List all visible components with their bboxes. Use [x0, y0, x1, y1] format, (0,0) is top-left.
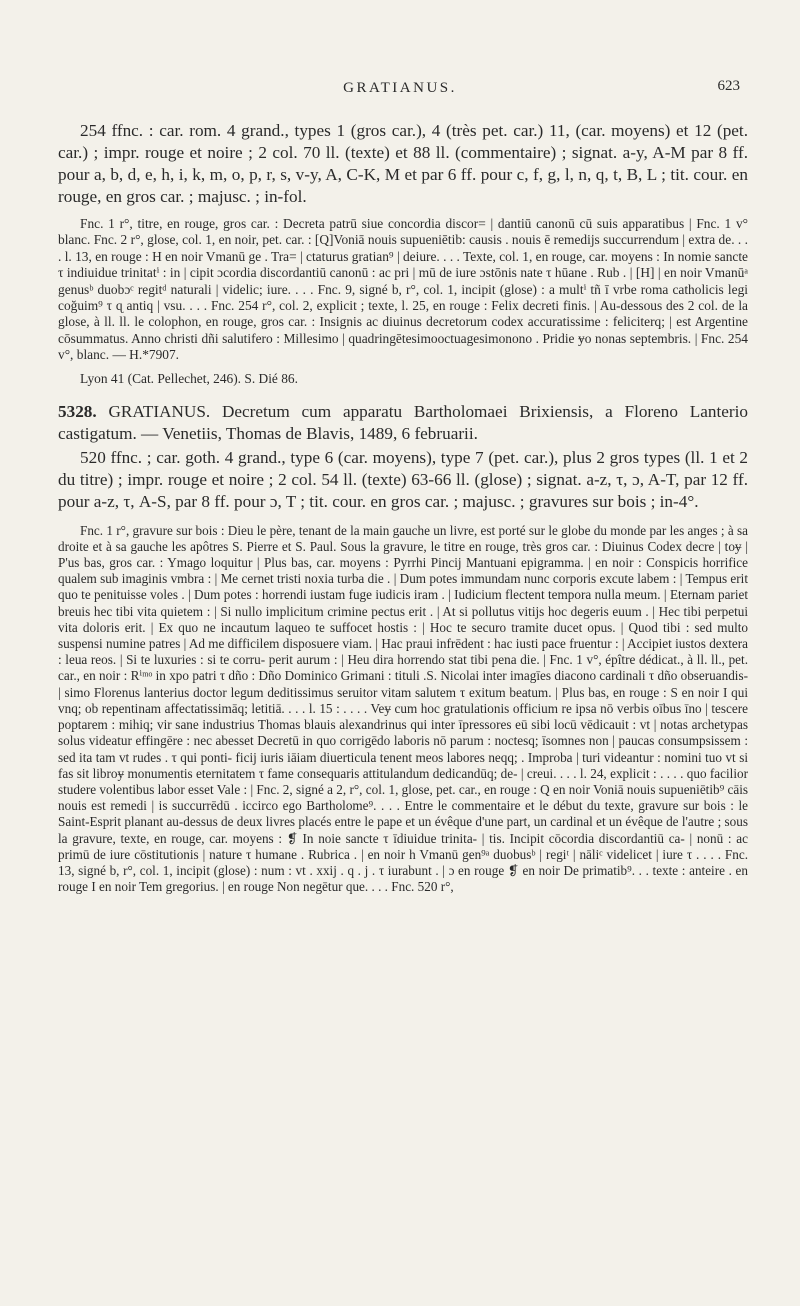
entry-5328-notes: Fnc. 1 r°, gravure sur bois : Dieu le père, tenant de la main gauche un livre, est porté sur le globe du monde par les anges ; à sa droite et à sa gauche les apôtres S. Pierre et S. Paul. Sous la gravure, le titre en rouge, très gros car. : Diuinus Codex decre | toɏ | P'us bas, gros car. : Ymago loquitur | Plus bas, car. moyens : Pyrrhi Pincij Mantuani epigramma. | en noir : Conspicis horrifice qualem sub imaginis vmbra : | Me cernet tristi noxia turba die . | Dum potes immundam nunc corporis excute labem : | Tempus erit quo te penituisse voles . | Dum potes : horrendi iustam fuge iudicis iram . | Iudicium flectent tempora nulla meum. | Eternam pariet breuis hec tibi vita quietem : | Si nullo implicitum crimine pectus erit . | At si pollutus vitijs hoc degeris euum . | Hec tibi perpetui vita doloris erit. | Ex quo ne incautum laqueo te suffocet hostis : | Hoc te securo tramite ducet opus. | Quod tibi : sed multo suspensi numine patres | Ad me difficilem disposuere viam. | Hac praui infrēdent : hac iusti pace fruentur : | Accipiet iustos dextera : leua reos. | Si te luxuries : si te corru- perit aurum : | Heu dira horrendo stat tibi pena die. | Fnc. 1 v°, épître dédicat., à ll. ll., pet. car., en noir : Rⁱᵐᵒ in xpo patri τ dño : Dño Dominico Grimani : tituli .S. Nicolai inter imagīes diacono cardinali τ dño obseruandis- | simo Florenus lanterius doctor legum deditissimus seruitor vitam salutem τ exitum beatum. | Plus bas, en rouge : S en noir I qui vnq; ob repentinam affectatissimāq; letitiā. . . . l. 15 : . . . . Veɏ cum hoc gratulationis officium re ipsa nō verbis oībus īno | tescere poptarem : mihiq; vir sane industrius Thomas blauis alexandrinus qui inter īpressores eū sibi locū vēdicauit : vt | notas archetypas solus videatur effingēre : nec abesset Decretū in quo corrigēdo laboris nō parum : noctesq; īsomnes non | paucas consumpsissem : sed ita tam vt rudes . τ qui ponti- ficij iuris iāiam diuerticula tenent meos labores neqq; . Improba | turi videantur : nomini tuo vt si fas sit libroɏ monumentis eternitatem τ fame consequaris attitulandum dedicandūq; de- | creui. . . . l. 24, explicit : . . . . quo facilior studere volentibus labor esset Vale : | Fnc. 2, signé a 2, r°, col. 1, glose, pet. car., en rouge : Q en noir Voniā nouis supueniētib⁹ cāis nouis est remedi | is succurrēdū . iccirco ego Bartholome⁹. . . . Entre le commentaire et le début du texte, gravure sur bois : le Saint-Esprit planant au-dessus de deux livres placés entre le pape et un évêque d'une part, un cardinal et un évêque de l'autre ; sous la gravure, texte, en rouge, car. moyens : ❡ In noie sancte τ īdiuidue trinita- | tis. Incipit cōcordia discordantiū ca- | nonū : ac primū de iure cōstitutionis | nature τ humane . Rubrica . | en noir h Vmanū gen⁹ᵃ duobusᵇ | regiᵗ | nāliᶜ videlicet | iure τ . . . . Fnc. 13, signé b, r°, col. 1, incipit (glose) : num : vt . xxij . q . j . τ iurabunt . | ɔ en rouge ❡ en noir De primatib⁹. . . texte : anteire . en rouge I en noir Tem gregorius. | en rouge Non negētur que. . . . Fnc. 520 r°,	[58, 522, 748, 895]
entry-254-notes: Fnc. 1 r°, titre, en rouge, gros car. : Decreta patrū siue concordia discor= | dantiū canonū cū suis apparatibus | Fnc. 1 v° blanc. Fnc. 2 r°, glose, col. 1, en noir, pet. car. : [Q]Voniā nouis supueniētib: causis . nouis ē remedijs succurrendum | extra de. . . . l. 13, en rouge : H en noir Vmanū ge . Tra= | ctaturus gratian⁹ | deiure. . . . Texte, col. 1, en rouge, car. moyens : In nomie sancte τ indiuidue trinitatⁱ : in | cipit ɔcordia discordantiū canonū : ac pri | mū de iure ɔstōnis nate τ hūane . Rub . | [H] | en noir Vmanūᵃ genusᵇ duobɔᶜ regitᵈ naturali | videlic; iure. . . . Fnc. 9, signé b, r°, col. 1, incipit (glose) : a multⁱ tñ ī vrbe roma catholicis legi coğuim⁹ τ ɋ antiq | vsu. . . . Fnc. 254 r°, col. 2, explicit ; texte, l. 25, en rouge : Felix decreti finis. | Au-dessous des 2 col. de la glose, à ll. ll. le colophon, en rouge, gros car. : Insignis ac diuinus decretorum codex accuratissime : feliciterq; | est Argentine cōsummatus. Anno christi dñi salutifero : Millesimo | quadringētesimooctuagesimonono . Pridie ɏo nonas septembris. | Fnc. 254 v°, blanc. — H.*7907.	[58, 216, 748, 363]
entry-separator	[58, 387, 748, 401]
entry-254-location: Lyon 41 (Cat. Pellechet, 246). S. Dié 86.	[80, 370, 298, 386]
page-content	[58, 120, 748, 895]
entry-5328-collation: 520 ffnc. ; car. goth. 4 grand., type 6 (car. moyens), type 7 (pet. car.), plus 2 gros types (ll. 1 et 2 du titre) ; impr. rouge et noire ; 2 col. 54 ll. (texte) 63-66 ll. (glose) ; signat. a-z, τ, ɔ, A-T, par 12 ff. pour a-z, τ, A-S, par 8 ff. pour ɔ, T ; tit. cour. en gros car. ; majusc. ; gravures sur bois ; in-4°.	[58, 447, 748, 511]
entry-254-collation: 254 ffnc. : car. rom. 4 grand., types 1 (gros car.), 4 (très pet. car.) 11, (car. moyens) et 12 (pet. car.) ; impr. rouge et noire ; 2 col. 70 ll. (texte) et 88 ll. (commentaire) ; signat. a-y, A-M par 8 ff. pour a, b, d, e, h, i, k, m, o, p, r, s, v-y, A, C-K, M et par 6 ff. pour c, f, g, l, n, q, t, B, L ; tit. cour. en rouge, en gros car. ; majusc. ; in-fol.	[58, 121, 748, 206]
page-number: 623	[717, 78, 740, 94]
running-head: GRATIANUS.	[343, 80, 457, 96]
entry-5328-heading	[58, 401, 748, 445]
entry-title: GRATIANUS. Decretum cum apparatu Bartholomaei Brixiensis, a Floreno Lanterio castigatum. — Venetiis, Thomas de Blavis, 1489, 6 februarii.	[58, 401, 748, 443]
entry-number: 5328.	[58, 401, 97, 421]
